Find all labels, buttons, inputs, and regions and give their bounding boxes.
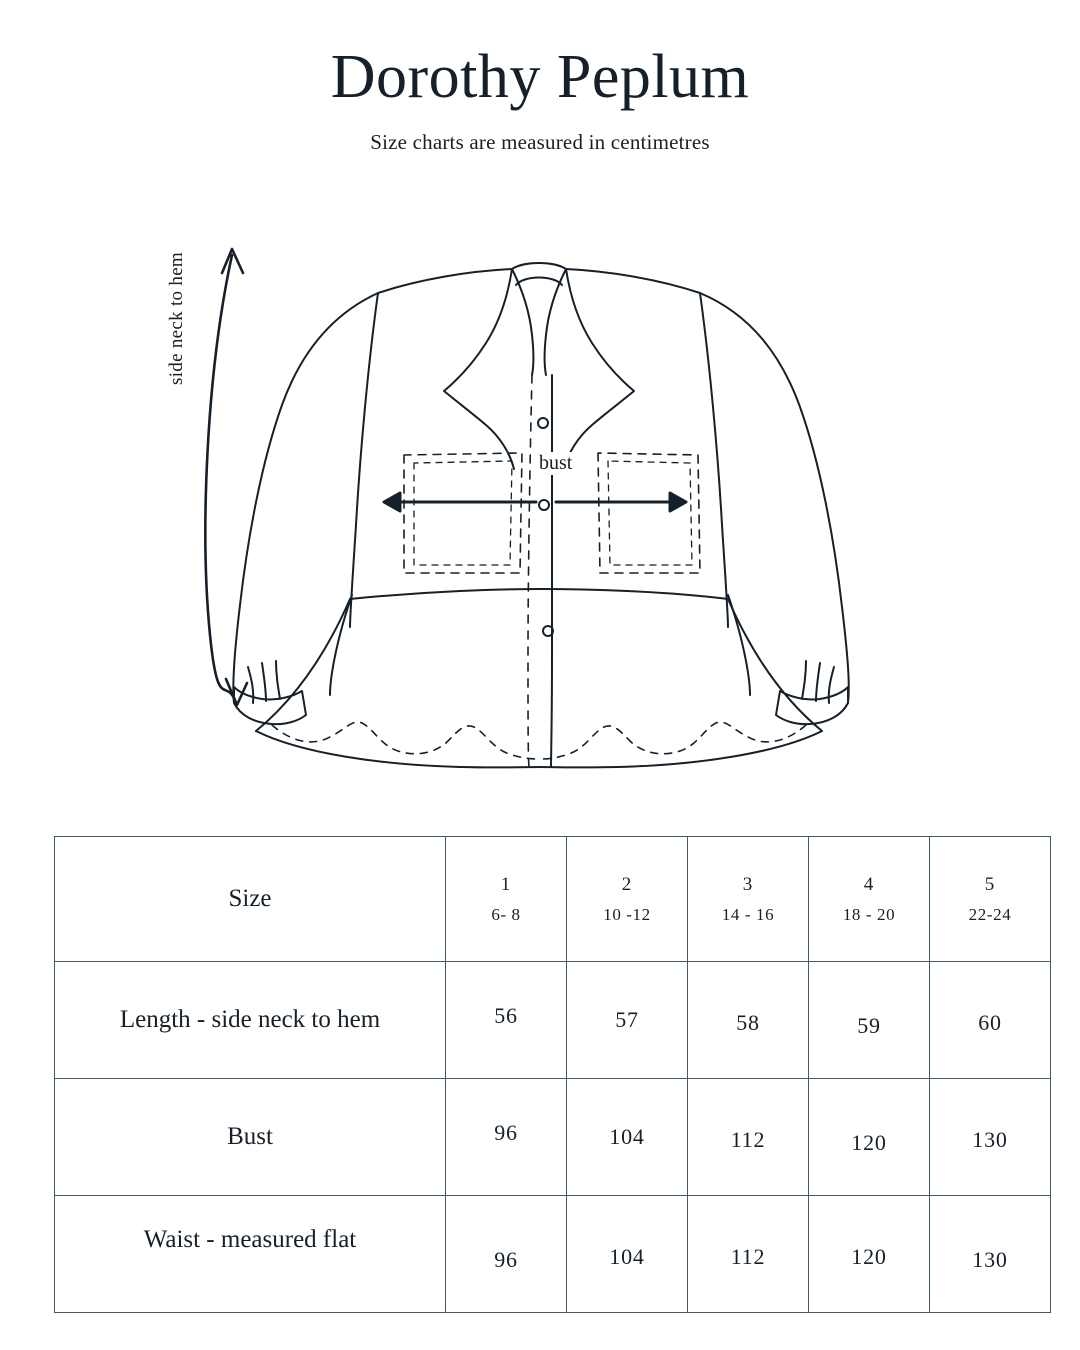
length-size-2: 57 — [567, 962, 688, 1079]
size-range-2: 10 -12 — [603, 904, 651, 924]
bust-annotation: bust — [535, 452, 576, 475]
length-size-1: 56 — [446, 962, 567, 1079]
size-range-4: 18 - 20 — [842, 904, 896, 924]
table-row — [55, 1079, 1051, 1196]
row-label-waist: Waist - measured flat — [55, 1196, 446, 1313]
waist-size-1: 96 — [446, 1196, 567, 1313]
waist-size-5: 130 — [930, 1196, 1051, 1313]
bust-size-5: 130 — [930, 1079, 1051, 1196]
row-label-length: Length - side neck to hem — [55, 962, 446, 1079]
length-size-3: 58 — [688, 962, 809, 1079]
size-column-5 — [930, 837, 1051, 962]
waist-size-4: 120 — [809, 1196, 930, 1313]
bust-size-1: 96 — [446, 1079, 567, 1196]
row-label-bust: Bust — [55, 1079, 446, 1196]
length-size-4: 59 — [809, 962, 930, 1079]
size-column-3 — [688, 837, 809, 962]
garment-illustration — [0, 175, 1080, 805]
size-range-1: 6- 8 — [491, 904, 521, 924]
waist-size-3: 112 — [688, 1196, 809, 1313]
bust-size-4: 120 — [809, 1079, 930, 1196]
bust-size-3: 112 — [688, 1079, 809, 1196]
size-column-2 — [567, 837, 688, 962]
page-subtitle: Size charts are measured in centimetres — [370, 130, 710, 154]
table-header-row — [55, 837, 1051, 962]
length-size-5: 60 — [930, 962, 1051, 1079]
size-number-3: 3 — [742, 874, 754, 896]
table-row — [55, 1196, 1051, 1313]
peplum-shirt-line-drawing — [0, 175, 1080, 805]
size-column-1 — [446, 837, 567, 962]
size-number-5: 5 — [984, 874, 996, 896]
side-neck-to-hem-annotation: side neck to hem — [166, 251, 187, 385]
table-row — [55, 962, 1051, 1079]
size-header-label: Size — [55, 837, 446, 962]
waist-size-2: 104 — [567, 1196, 688, 1313]
size-chart-table — [54, 836, 1051, 1313]
size-column-4 — [809, 837, 930, 962]
bust-size-2: 104 — [567, 1079, 688, 1196]
size-range-3: 14 - 16 — [721, 904, 775, 924]
page-title: Dorothy Peplum — [330, 43, 750, 111]
size-number-1: 1 — [500, 874, 512, 896]
size-number-2: 2 — [621, 874, 633, 896]
size-range-5: 22-24 — [968, 904, 1012, 924]
size-number-4: 4 — [863, 874, 875, 896]
